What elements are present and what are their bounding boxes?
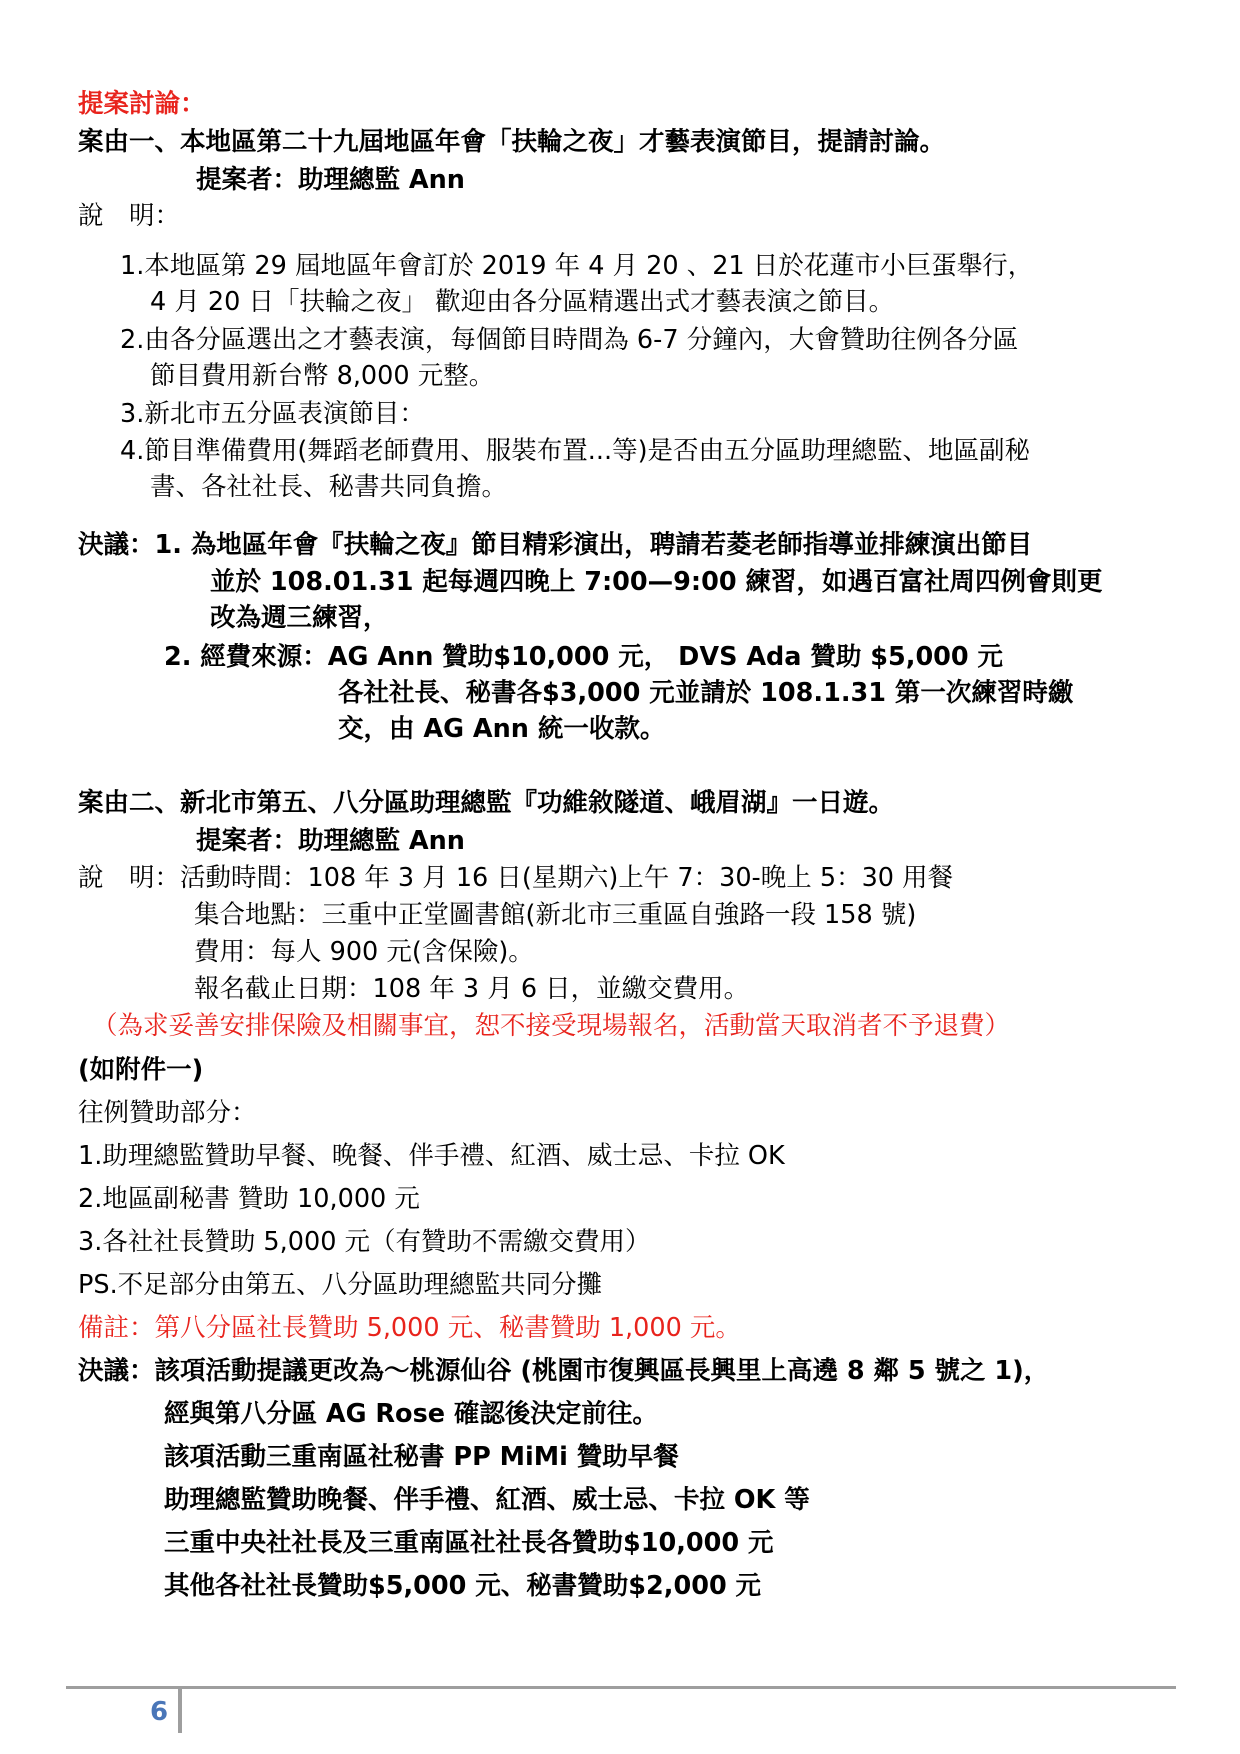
- case1-resolution-1: 決議：1. 為地區年會『扶輪之夜』節目精彩演出，聘請若菱老師指導並排練演出節目: [78, 530, 1033, 560]
- case1-resolution-2-cont: 各社社長、秘書各$3,000 元並請於 108.1.31 第一次練習時繳: [338, 678, 1074, 708]
- case2-explain-time: 說 明：活動時間：108 年 3 月 16 日(星期六)上午 7：30-晚上 5：30 用餐: [78, 863, 954, 893]
- case1-point-2-cont: 節目費用新台幣 8,000 元整。: [150, 361, 495, 391]
- footer-rule: [66, 1686, 1176, 1689]
- case1-point-1: 1.本地區第 29 屆地區年會訂於 2019 年 4 月 20 、21 日於花蓮市小巨蛋舉行，: [120, 251, 1034, 281]
- sponsor-heading: 往例贊助部分：: [78, 1098, 257, 1128]
- sponsor-ps: PS.不足部分由第五、八分區助理總監共同分攤: [78, 1270, 603, 1300]
- sponsor-remark: 備註：第八分區社長贊助 5,000 元、秘書贊助 1,000 元。: [78, 1313, 741, 1343]
- footer-divider: [178, 1689, 182, 1733]
- sponsor-line-3: 3.各社社長贊助 5,000 元（有贊助不需繳交費用）: [78, 1227, 651, 1257]
- case2-resolution-3: 該項活動三重南區社秘書 PP MiMi 贊助早餐: [164, 1442, 679, 1472]
- sponsor-line-2: 2.地區副秘書 贊助 10,000 元: [78, 1184, 420, 1214]
- case2-title: 案由二、新北市第五、八分區助理總監『功維敘隧道、峨眉湖』一日遊。: [78, 788, 895, 818]
- case2-explain-deadline: 報名截止日期：108 年 3 月 6 日，並繳交費用。: [194, 974, 750, 1004]
- case2-resolution-5: 三重中央社社長及三重南區社社長各贊助$10,000 元: [164, 1528, 774, 1558]
- case2-explain-place: 集合地點：三重中正堂圖書館(新北市三重區自強路一段 158 號): [194, 900, 917, 930]
- case1-resolution-1-cont2: 改為週三練習，: [210, 603, 389, 633]
- case1-title: 案由一、本地區第二十九屆地區年會「扶輪之夜」才藝表演節目，提請討論。: [78, 127, 946, 157]
- page-number: 6: [150, 1697, 169, 1727]
- case1-point-4-cont: 書、各社社長、秘書共同負擔。: [150, 472, 508, 502]
- case1-point-4: 4.節目準備費用(舞蹈老師費用、服裝布置...等)是否由五分區助理總監、地區副秘: [120, 436, 1031, 466]
- case2-resolution-4: 助理總監贊助晚餐、伴手禮、紅酒、威士忌、卡拉 OK 等: [164, 1485, 810, 1515]
- section-heading: 提案討論：: [78, 89, 206, 119]
- case2-proposer: 提案者：助理總監 Ann: [196, 826, 465, 856]
- case1-explain-label: 說 明：: [78, 201, 181, 231]
- case1-resolution-2: 2. 經費來源：AG Ann 贊助$10,000 元， DVS Ada 贊助 $5,000 元: [164, 642, 1004, 672]
- case2-resolution-6: 其他各社社長贊助$5,000 元、秘書贊助$2,000 元: [164, 1571, 762, 1601]
- case1-resolution-2-cont2: 交，由 AG Ann 統一收款。: [338, 714, 666, 744]
- case2-notice: （為求妥善安排保險及相關事宜，恕不接受現場報名，活動當天取消者不予退費）: [92, 1011, 1011, 1041]
- case1-proposer: 提案者：助理總監 Ann: [196, 165, 465, 195]
- case1-point-3: 3.新北市五分區表演節目：: [120, 399, 425, 429]
- case2-attachment: (如附件一): [78, 1055, 204, 1085]
- sponsor-line-1: 1.助理總監贊助早餐、晚餐、伴手禮、紅酒、威士忌、卡拉 OK: [78, 1141, 785, 1171]
- case1-point-1-cont: 4 月 20 日「扶輪之夜」 歡迎由各分區精選出式才藝表演之節目。: [150, 287, 895, 317]
- case2-explain-fee: 費用：每人 900 元(含保險)。: [194, 937, 534, 967]
- case2-resolution-1: 決議：該項活動提議更改為～桃源仙谷 (桃園市復興區長興里上高遶 8 鄰 5 號之 1)，: [78, 1356, 1050, 1386]
- case1-resolution-1-cont: 並於 108.01.31 起每週四晚上 7:00—9:00 練習，如遇百富社周四例會則更: [210, 567, 1103, 597]
- case2-resolution-2: 經與第八分區 AG Rose 確認後決定前往。: [164, 1399, 658, 1429]
- case1-point-2: 2.由各分區選出之才藝表演，每個節目時間為 6-7 分鐘內，大會贊助往例各分區: [120, 325, 1019, 355]
